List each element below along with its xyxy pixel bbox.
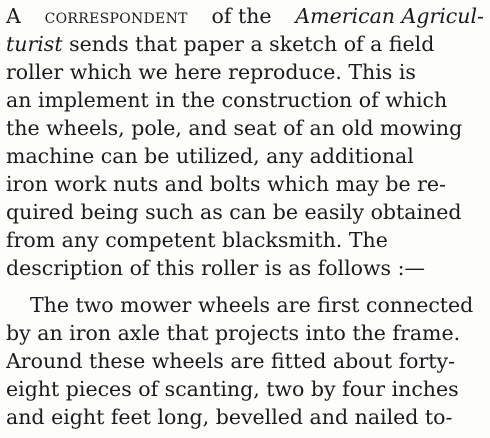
line-text: sends that paper a sketch of a field bbox=[69, 32, 435, 56]
article-line-9: from any competent blacksmith. The bbox=[6, 228, 388, 252]
journal-name-part-2: turist bbox=[6, 32, 63, 56]
opening-word-correspondent: correspondent bbox=[44, 4, 188, 28]
article-line-3: roller which we here reproduce. This is bbox=[6, 60, 416, 84]
article-line-10: description of this roller is as follows :— bbox=[6, 256, 425, 280]
article-line-13: Around these wheels are fitted about forty- bbox=[6, 349, 456, 373]
article-line-4: an implement in the construction of which bbox=[6, 88, 448, 112]
article-line-6: machine can be utilized, any additional bbox=[6, 144, 414, 168]
article-line-7: iron work nuts and bolts which may be re- bbox=[6, 172, 446, 196]
article-line-14: eight pieces of scanting, two by four inches bbox=[6, 377, 459, 401]
article-line-1 bbox=[6, 2, 484, 30]
opening-article: A bbox=[6, 4, 21, 28]
article-line-15: and eight feet long, bevelled and nailed to- bbox=[6, 405, 453, 429]
line-text: of the bbox=[211, 4, 272, 28]
article-line-12: by an iron axle that projects into the frame. bbox=[6, 321, 461, 345]
article-line-2 bbox=[6, 30, 484, 58]
article-line-5: the wheels, pole, and seat of an old mowing bbox=[6, 116, 463, 140]
article-line-11: The two mower wheels are first connected bbox=[30, 293, 474, 317]
article-line-8: quired being such as can be easily obtained bbox=[6, 200, 462, 224]
journal-name-part-1: American Agricul- bbox=[295, 4, 484, 28]
